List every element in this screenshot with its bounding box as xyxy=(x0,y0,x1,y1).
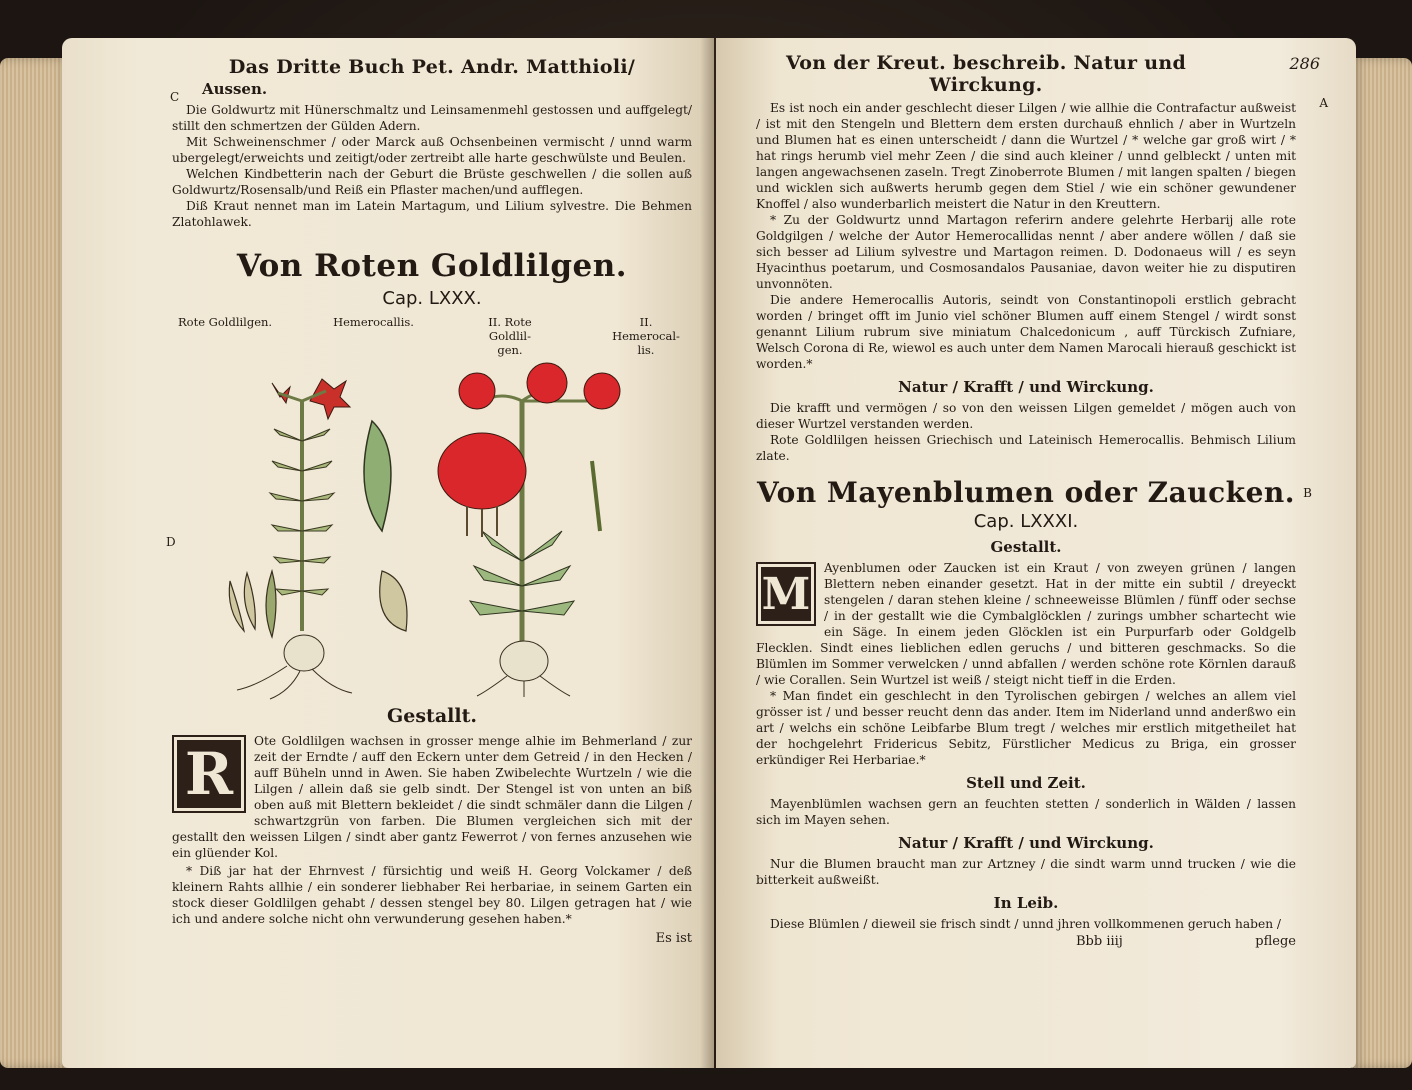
catchword-left: Es ist xyxy=(655,931,692,946)
paragraph: Mit Schweinenschmer / oder Marck auß Ochsenbeinen vermischt / unnd warm ubergelegt/erweichts und zeitigt/oder zertreibt alle harte geschwülste und Beulen. xyxy=(172,135,692,165)
catchword-right: pflege xyxy=(1255,934,1296,949)
figure-captions xyxy=(178,315,686,357)
body-paragraph-left: Ote Goldlilgen wachsen in grosser menge alhie im Behmerland / zur zeit der Erndte / auff den Eckern unter dem Getreid / in den Hecken / auff Büheln unnd in Awen. Sie haben Zwibelechte Wurtzeln / wie die Lilgen / allein daß sie gelb sindt. Der Stengel ist von unten an biß oben auß mit Blettern bekleidet / die sindt schmäler dann die Lilgen / schwartzgrün von farben. Die Blumen vergleichen sich mit der gestallt den weissen Lilgen / sindt aber gantz Fewerrot / von fernes anzusehen wie ein glüender Kol. xyxy=(172,734,692,860)
chapter-title-lxxx: Von Roten Goldlilgen. xyxy=(236,248,628,284)
open-book xyxy=(0,18,1412,1078)
left-page-content xyxy=(172,56,692,946)
section-head-aussen: Aussen. xyxy=(202,80,268,98)
hemerocallis-woodcut xyxy=(438,363,620,697)
paragraph: Die Goldwurtz mit Hünerschmaltz und Leinsamenmehl gestossen und auffgelegt/ stillt den schmertzen der Gülden Adern. xyxy=(172,103,692,133)
red-lily-woodcut xyxy=(237,379,352,699)
gestalt-head-right: Gestallt. xyxy=(990,538,1062,556)
paragraph: Die andere Hemerocallis Autoris, seindt von Constantinopoli erstlich gebracht worden / bringet offt im Junio viel schöner Blumen auff einem Stengel / wirdt sonst genannt Lilium rubrum sive miniatum Chalcedonicum , auff Türckisch Zufniare, Welsch Corona di Re, wiewol es auch unter dem Namen Marocali hierauß geschickt ist worden.* xyxy=(756,293,1296,371)
left-page-edges xyxy=(0,58,70,1068)
right-page-edges xyxy=(1352,58,1412,1068)
caption-hemerocallis: Hemerocallis. xyxy=(333,315,414,329)
note-paragraph-left: * Diß jar hat der Ehrnvest / fürsichtig und weiß H. Georg Volckamer / deß kleinern Rahts allhie / ein sonderer liebhaber Rei herbariae, in seinem Garten ein stock dieser Goldlilgen gehabt / dessen stengel bey 80. Lilgen getragen hat / wie ich und andere solche nicht ohn verwunderung gesehen haben.* xyxy=(172,864,692,926)
natur-head-1: Natur / Krafft / und Wirckung. xyxy=(898,378,1154,396)
stell-paragraph: Mayenblümlen wachsen gern an feuchten stetten / sonderlich in Wälden / lassen sich im Mayen sehen. xyxy=(756,797,1296,827)
right-page-content xyxy=(756,52,1296,949)
margin-letter-b: B xyxy=(1303,486,1312,500)
left-page xyxy=(62,38,714,1068)
chapter-title-lxxxi: Von Mayenblumen oder Zaucken. xyxy=(756,476,1295,509)
paragraph: Welchen Kindbetterin nach der Geburt die Brüste geschwellen / die sollen auß Goldwurtz/Rosensalb/und Reiß ein Pflaster machen/und aufflegen. xyxy=(172,167,692,197)
margin-letter-a: A xyxy=(1319,96,1328,110)
paragraph: * Zu der Goldwurtz unnd Martagon referirn andere gelehrte Herbarij alle rote Goldgilgen / welche der Autor Hemerocallidas nennt / aber andere wöllen / daß sie sich besser ad Lilium sylvestre und Martagon reimen. D. Dodonaeus will / es seyn Hyacinthus poetarum, und Cosmosandalos Pausaniae, davon weiter hie zu disputiren unvonnöten. xyxy=(756,213,1296,291)
inleib-head: In Leib. xyxy=(993,894,1059,912)
paragraph: Rote Goldlilgen heissen Griechisch und Lateinisch Hemerocallis. Behmisch Lilium zlate. xyxy=(756,433,1296,463)
signature-line xyxy=(756,934,1296,949)
body-paragraph-right: Ayenblumen oder Zaucken ist ein Kraut / von zweyen grünen / langen Blettern neben einander gesetzt. Hat in der mitte ein subtil / dreyeckt stengelen / daran stehen kleine / schneeweisse Blümlen / fünff oder sechse / in der gestallt wie die Cymbalglöcklen / zurings umbher schartecht wie ein Säge. In einem jeden Glöcklen ist ein Purpurfarb oder Goldgelb Flecklen. Sindt eines lieblichen edlen geruchs / und bitteren geschmacks. So die Blümlen im Sommer verwelcken / unnd abfallen / werden schöne rote Körnlen darauß / wie Corallen. Sein Wurtzel ist weiß / steigt nicht tieff in die Erden. xyxy=(756,561,1296,687)
right-page xyxy=(716,38,1356,1068)
caption-hemerocallis-ii: II. Hemerocal- lis. xyxy=(612,315,680,357)
lily-woodcut-illustration xyxy=(172,361,692,701)
decorated-initial-R: R xyxy=(172,735,246,813)
decorated-initial-M: M xyxy=(756,562,816,626)
stell-head: Stell und Zeit. xyxy=(966,774,1086,792)
running-head-left: Das Dritte Buch Pet. Andr. Matthioli/ xyxy=(228,56,636,78)
gestalt-head-left: Gestallt. xyxy=(387,705,477,727)
chapter-number-lxxx: Cap. LXXX. xyxy=(382,288,482,309)
margin-letter-d: D xyxy=(166,535,176,549)
signature-mark: Bbb iiij xyxy=(1076,934,1123,949)
running-head-right: Von der Kreut. beschreib. Natur und Wirckung. xyxy=(785,52,1187,96)
paragraph: Diß Kraut nennet man im Latein Martagum, und Lilium sylvestre. Die Behmen Zlatohlawek. xyxy=(172,199,692,229)
natur-head-2: Natur / Krafft / und Wirckung. xyxy=(898,834,1154,852)
margin-letter-c: C xyxy=(170,90,180,104)
inleib-paragraph: Diese Blümlen / dieweil sie frisch sindt / unnd jhren vollkommenen geruch haben / xyxy=(770,917,1282,931)
caption-rote-goldlilgen-ii: II. Rote Goldlil- gen. xyxy=(488,315,532,357)
natur-paragraph-2: Nur die Blumen braucht man zur Artzney / die sindt warm unnd trucken / wie die bitterkeit außweißt. xyxy=(756,857,1296,887)
caption-rote-goldlilgen: Rote Goldlilgen. xyxy=(178,315,273,329)
chapter-number-lxxxi: Cap. LXXXI. xyxy=(973,511,1079,532)
page-number: 286 xyxy=(1289,54,1320,73)
paragraph: Es ist noch ein ander geschlecht dieser Lilgen / wie allhie die Contrafactur außweist / ist mit den Stengeln und Blettern dem ersten durchauß ehnlich / aber in Wurtzeln und Blumen hat es einen unterscheidt / dann die Wurtzel / * welche gar groß wirt / * hat rings herumb viel mehr Zeen / die sind auch kleiner / unnd gelbleckt / unten mit langen angewachsenen zaseln. Tregt Zinoberrote Blumen / mit langen spalten / biegen und wicklen sich außwerts herumb gegen dem Stiel / wie ein schöner gewundener Knoffel / also wunderbarlich meistert die Natur in den Kreuttern. xyxy=(756,101,1296,211)
note-paragraph-right: * Man findet ein geschlecht in den Tyrolischen gebirgen / welches an allem viel grösser ist / und besser reucht denn das ander. Item im Niderland unnd anderßwo ein art / welchs ein schöne Leibfarbe Blum tregt / welches mir erstlich mitgetheilet hat der hochgelehrt Fridericus Sebitz, Fürstlicher Medicus zu Briga, ein grosser erkündiger Rei Herbariae.* xyxy=(756,689,1296,767)
paragraph: Die krafft und vermögen / so von den weissen Lilgen gemeldet / mögen auch von dieser Wurtzel verstanden werden. xyxy=(756,401,1296,431)
